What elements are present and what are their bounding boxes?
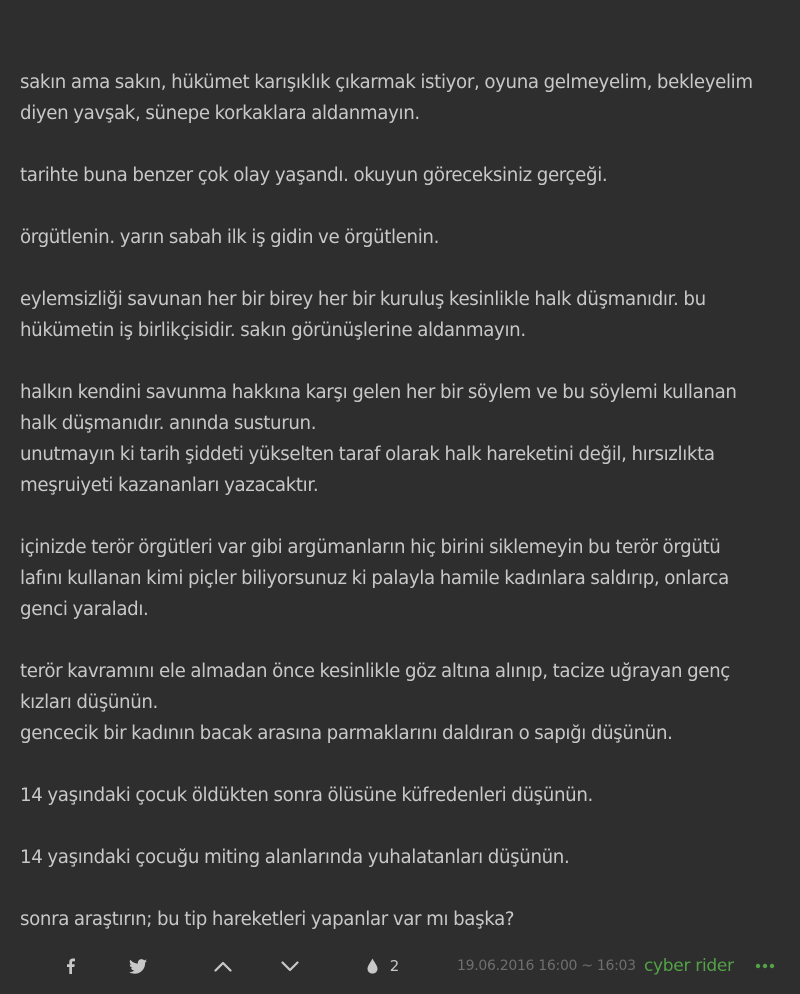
- entry-line: 14 yaşındaki çocuğu miting alanlarında yuhalatanları düşünün.: [20, 847, 570, 868]
- upvote-button[interactable]: [209, 948, 237, 984]
- downvote-button[interactable]: [276, 948, 304, 984]
- favorite-count: 2: [389, 957, 400, 975]
- entry-line: diyen yavşak, sünepe korkaklara aldanmayın.: [20, 103, 420, 124]
- entry-line: örgütlenin. yarın sabah ilk iş gidin ve örgütlenin.: [20, 227, 440, 248]
- entry-line: genci yaraladı.: [20, 599, 149, 620]
- entry-line: terör kavramını ele almadan önce kesinlikle göz altına alınıp, tacize uğrayan genç: [20, 661, 730, 682]
- twitter-icon: [129, 959, 147, 974]
- entry-line: 14 yaşındaki çocuk öldükten sonra ölüsüne küfredenleri düşünün.: [20, 785, 593, 806]
- entry-author[interactable]: cyber rider: [644, 956, 734, 976]
- entry-line: halkın kendini savunma hakkına karşı gelen her bir söylem ve bu söylemi kullanan: [20, 382, 737, 403]
- entry-line: kızları düşünün.: [20, 692, 158, 713]
- entry-paragraph: [20, 532, 782, 625]
- entry-line: unutmayın ki tarih şiddeti yükselten taraf olarak halk hareketini değil, hırsızlıkta: [20, 444, 715, 465]
- favorite-button[interactable]: [360, 948, 406, 984]
- entry-line: sakın ama sakın, hükümet karışıklık çıkarmak istiyor, oyuna gelmeyelim, bekleyelim: [20, 72, 753, 93]
- entry-footer: [0, 948, 800, 984]
- drop-icon: [367, 958, 378, 974]
- entry-paragraph: [20, 160, 782, 191]
- facebook-icon: [66, 958, 75, 974]
- entry-content: [20, 67, 782, 935]
- entry-paragraph: [20, 780, 782, 811]
- entry-paragraph: [20, 377, 782, 501]
- share-twitter-button[interactable]: [124, 948, 152, 984]
- chevron-down-icon: [281, 961, 299, 972]
- entry-line: lafını kullanan kimi piçler biliyorsunuz ki palayla hamile kadınlara saldırıp, onlarca: [20, 568, 729, 589]
- share-facebook-button[interactable]: [56, 948, 84, 984]
- entry-line: hükümetin iş birlikçisidir. sakın görünüşlerine aldanmayın.: [20, 320, 526, 341]
- entry-line: gencecik bir kadının bacak arasına parmaklarını daldıran o sapığı düşünün.: [20, 723, 673, 744]
- entry-paragraph: [20, 904, 782, 935]
- entry-line: meşruiyeti kazananları yazacaktır.: [20, 475, 319, 496]
- entry-line: sonra araştırın; bu tip hareketleri yapanlar var mı başka?: [20, 909, 515, 930]
- entry-line: tarihte buna benzer çok olay yaşandı. okuyun göreceksiniz gerçeği.: [20, 165, 608, 186]
- entry-paragraph: [20, 284, 782, 346]
- more-icon: [755, 963, 775, 969]
- entry-paragraph: [20, 842, 782, 873]
- chevron-up-icon: [214, 961, 232, 972]
- entry-line: halk düşmanıdır. anında susturun.: [20, 413, 317, 434]
- entry-date[interactable]: 19.06.2016 16:00 ~ 16:03: [457, 958, 636, 974]
- entry-paragraph: [20, 656, 782, 749]
- entry-line: eylemsizliği savunan her bir birey her bir kuruluş kesinlikle halk düşmanıdır. bu: [20, 289, 706, 310]
- entry-paragraph: [20, 222, 782, 253]
- more-options-button[interactable]: [752, 948, 778, 984]
- entry-line: içinizde terör örgütleri var gibi argümanların hiç birini siklemeyin bu terör örgütü: [20, 537, 721, 558]
- entry-paragraph: [20, 67, 782, 129]
